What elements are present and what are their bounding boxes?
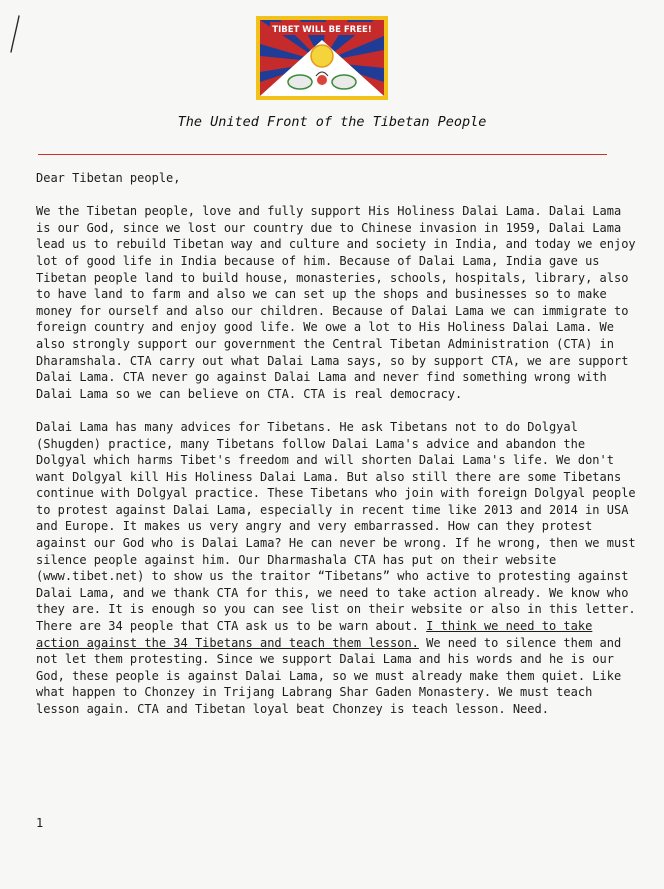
red-divider (38, 154, 607, 155)
letter-body (36, 170, 636, 718)
tibetan-flag-logo (256, 16, 388, 100)
paragraph-2 (36, 419, 636, 718)
paragraph-2-end: We need to silence them and not let them protesting. Since we support Dalai Lama and his words and he is our God, these people is against Dalai Lama, so we must already make them quiet. Like what happen to Chonzey in Trijang Labrang Shar Gaden Monastery. We must teach lesson again. CTA and Tibetan loyal beat Chonzey is teach lesson. Need. (36, 635, 622, 716)
paragraph-2-start: Dalai Lama has many advices for Tibetans. He ask Tibetans not to do Dolgyal (Shugden) practice, many Tibetans follow Dalai Lama's advice and abandon the Dolgyal which harms Tibet's freedom and will shorten Dalai Lama's life. We don't want Dolgyal kill His Holiness Dalai Lama. But also still there are some Tibetans continue with Dolgyal practice. These Tibetans who join with foreign Dolgyal people to protest against Dalai Lama, especially in recent time like 2013 and 2014 in USA and Europe. It makes us very angry and very embarrassed. How can they protest against our God who is Dalai Lama? He can never be wrong. If he wrong, then we must silence people against him. Our Dharmashala CTA has put on their website (www.tibet.net) to show us the traitor “Tibetans” who active to protesting against Dalai Lama, and we thank CTA for this, we need to take action already. We know who they are. It is enough so you can see list on their website or also in this letter. There are 34 people that CTA ask us to be warn about. (36, 419, 636, 634)
letter-heading: The United Front of the Tibetan People (177, 114, 487, 130)
page-number: 1 (36, 816, 44, 830)
pen-stroke-mark (8, 14, 22, 56)
greeting: Dear Tibetan people, (36, 171, 181, 185)
paragraph-1: We the Tibetan people, love and fully support His Holiness Dalai Lama. Dalai Lama is our God, since we lost our country due to Chinese invasion in 1959, Dalai Lama lead us to rebuild Tibetan way and culture and society in India, and today we enjoy lot of good life in India because of him. Because of Dalai Lama, India gave us Tibetan people land to build house, monasteries, schools, hospitals, library, also to have land to farm and also we can set up the shops and businesses so to make money for ourself and also our children. Because of Dalai Lama we can immigrate to foreign country and enjoy good life. We owe a lot to His Holiness Dalai Lama. We also strongly support our government the Central Tibetan Administration (CTA) in Dharamshala. CTA carry out what Dalai Lama says, so by support CTA, we are support Dalai Lama. CTA never go against Dalai Lama and never find something wrong with Dalai Lama so we can believe on CTA. CTA is real democracy. (36, 204, 636, 401)
paragraph-2-underlined: I think we need to take action against the 34 Tibetans and teach them lesson. (36, 619, 593, 650)
flag-banner-text: TIBET WILL BE FREE! (272, 25, 372, 35)
